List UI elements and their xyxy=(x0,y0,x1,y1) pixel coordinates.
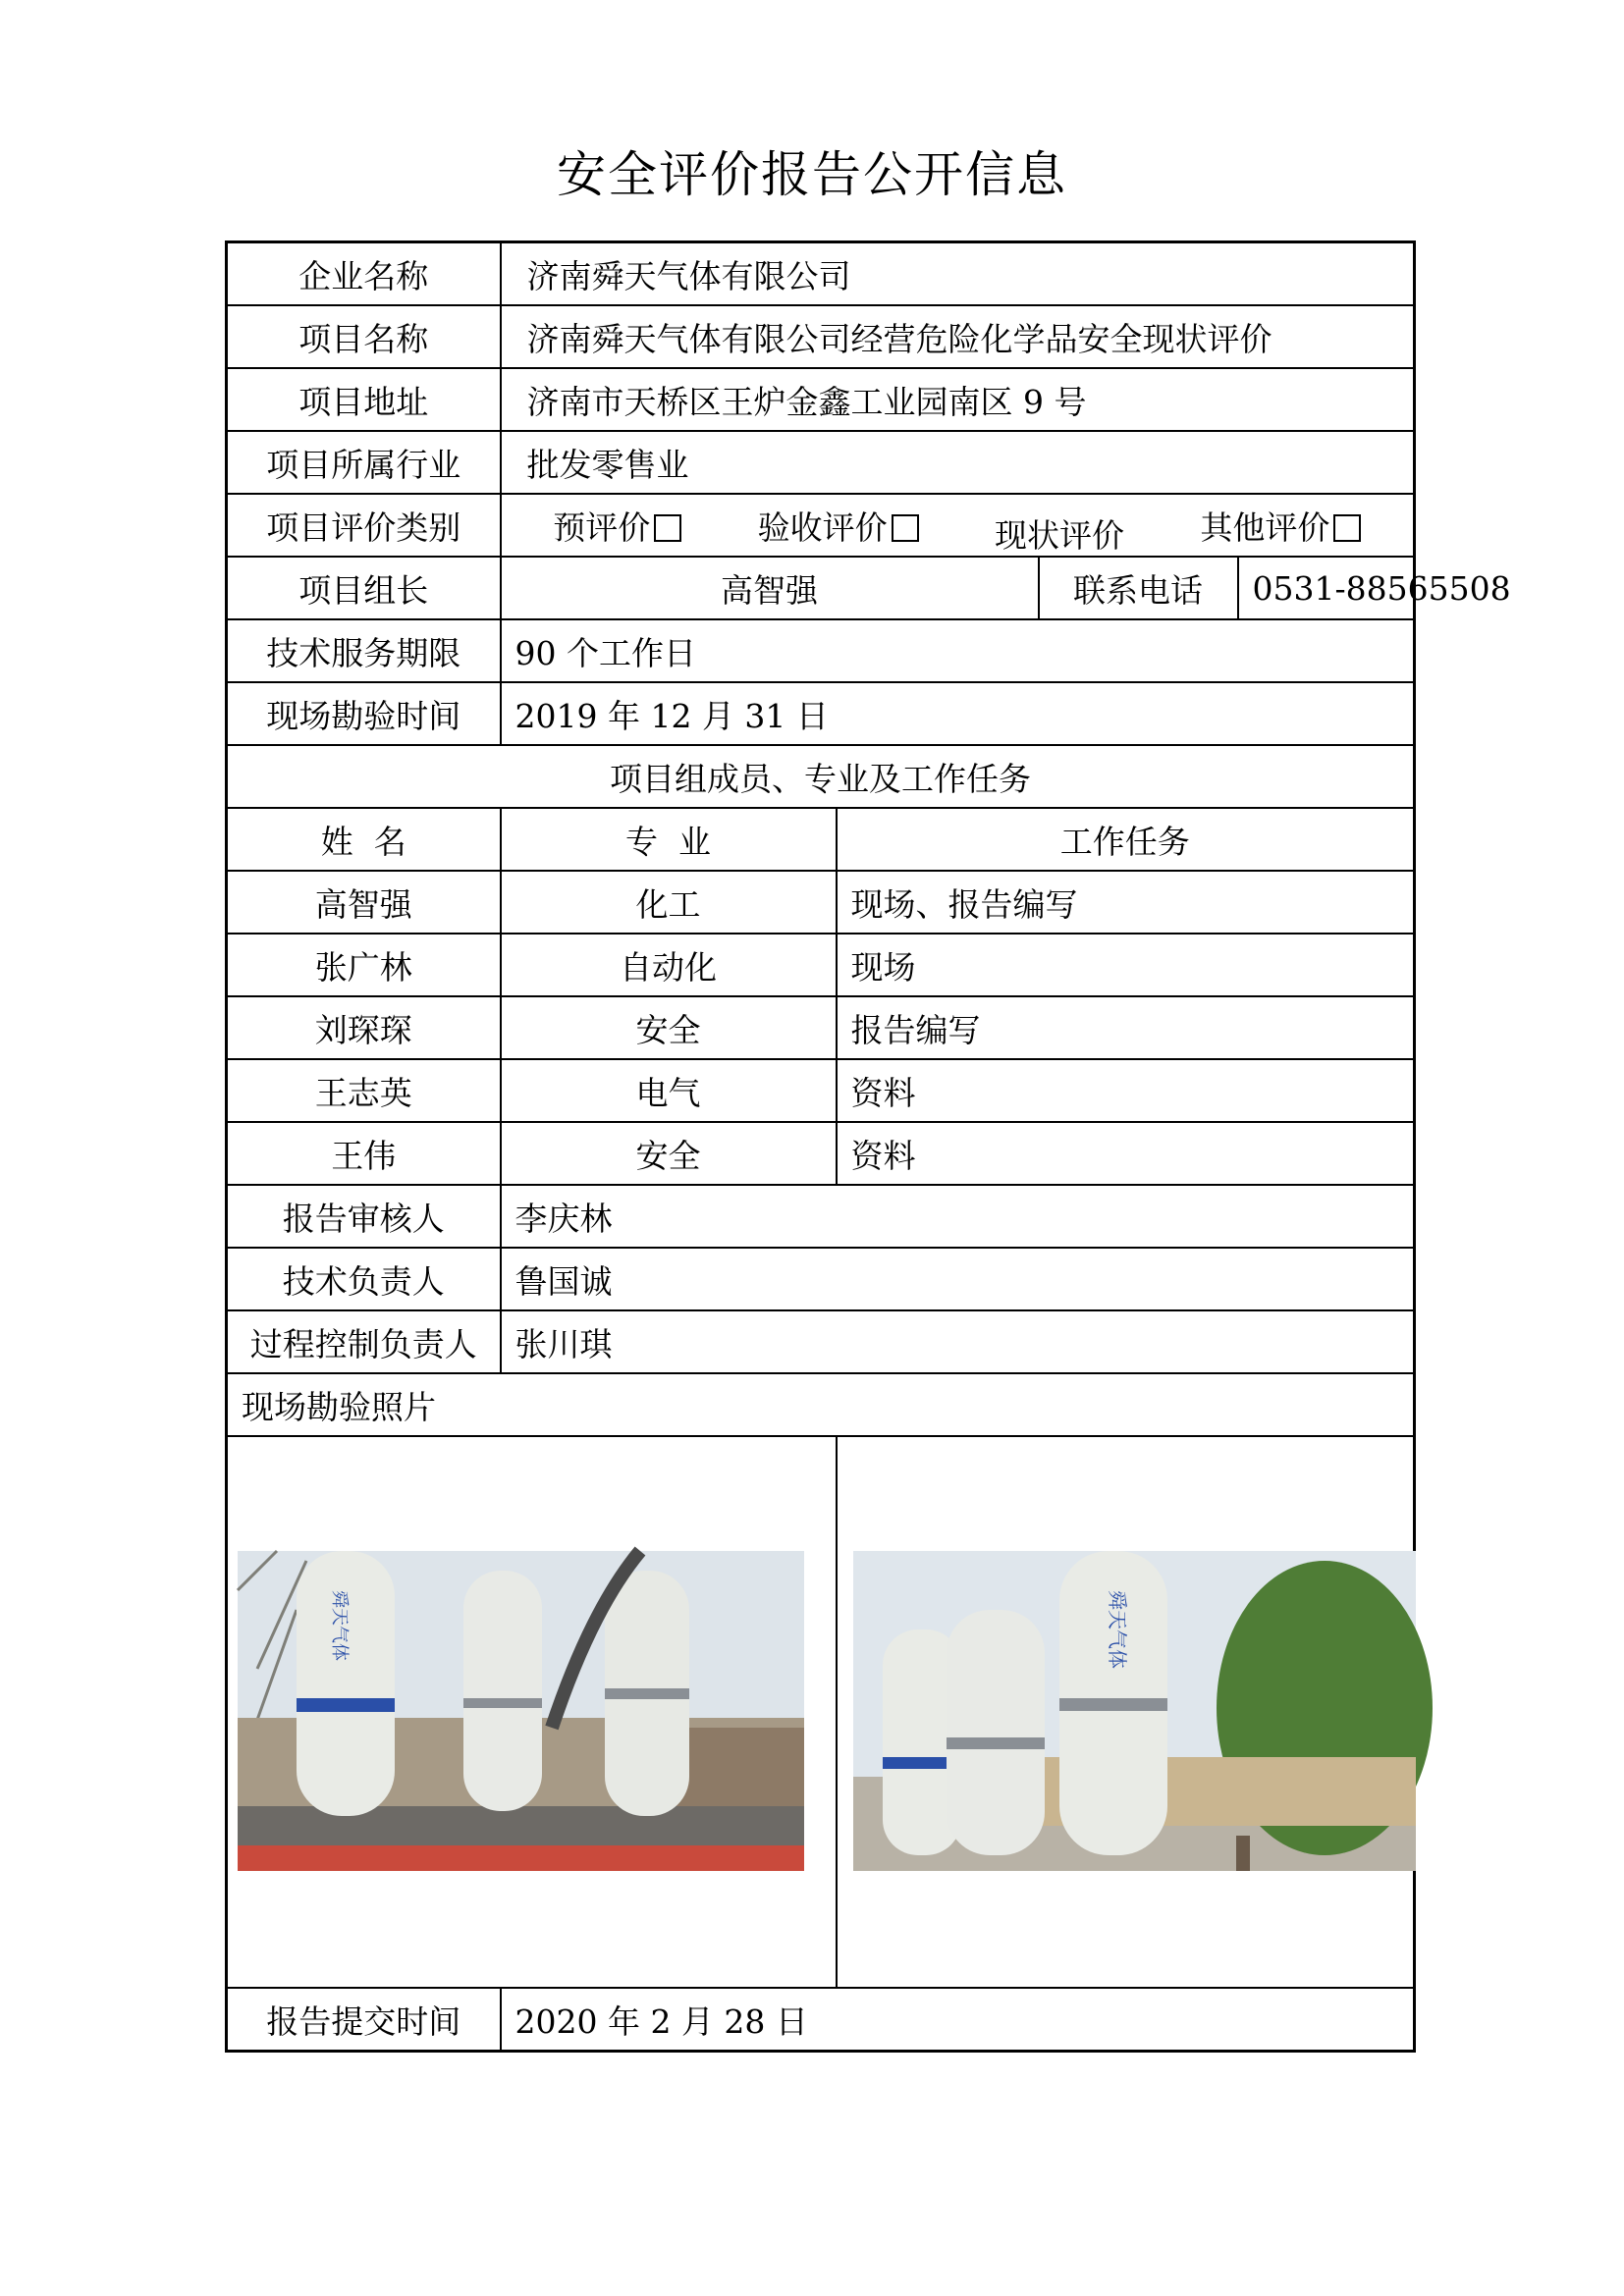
team-member-row xyxy=(227,934,1415,996)
process-lead-label: 过程控制负责人 xyxy=(227,1310,501,1373)
member-major: 化工 xyxy=(501,871,837,934)
leader-name: 高智强 xyxy=(501,557,1039,619)
member-name: 刘琛琛 xyxy=(227,996,501,1059)
member-task: 资料 xyxy=(837,1122,1415,1185)
acceptance-eval-checkbox[interactable] xyxy=(892,514,919,542)
team-member-row xyxy=(227,1122,1415,1185)
team-section-title: 项目组成员、专业及工作任务 xyxy=(227,745,1415,808)
page-title: 安全评价报告公开信息 xyxy=(557,146,1067,203)
tank-text-1: 舜天气体 xyxy=(329,1590,350,1661)
option-acceptance-eval[interactable] xyxy=(758,503,919,549)
tech-lead-value: 鲁国诚 xyxy=(501,1248,1415,1310)
option-status-eval-label: 现状评价 xyxy=(994,515,1124,555)
member-task: 资料 xyxy=(837,1059,1415,1122)
member-major: 安全 xyxy=(501,1122,837,1185)
row-survey-time xyxy=(227,682,1415,745)
member-name: 王志英 xyxy=(227,1059,501,1122)
team-member-row xyxy=(227,1059,1415,1122)
team-header-major: 专 业 xyxy=(501,808,837,871)
reviewer-value: 李庆林 xyxy=(501,1185,1415,1248)
team-member-row xyxy=(227,871,1415,934)
option-pre-eval-label: 预评价 xyxy=(553,507,651,547)
member-task: 现场 xyxy=(837,934,1415,996)
row-team-header xyxy=(227,808,1415,871)
other-eval-checkbox[interactable] xyxy=(1333,514,1361,542)
pre-eval-checkbox[interactable] xyxy=(654,514,681,542)
eval-type-label: 项目评价类别 xyxy=(227,494,501,557)
row-address xyxy=(227,368,1415,431)
member-name: 高智强 xyxy=(227,871,501,934)
row-process-lead xyxy=(227,1310,1415,1373)
photo-cell-right xyxy=(837,1436,1415,1988)
row-submit-time xyxy=(227,1988,1415,2052)
team-header-name: 姓 名 xyxy=(227,808,501,871)
reviewer-label: 报告审核人 xyxy=(227,1185,501,1248)
row-period xyxy=(227,619,1415,682)
member-task: 现场、报告编写 xyxy=(837,871,1415,934)
tank-text-2: 舜天气体 xyxy=(1105,1590,1129,1669)
row-industry xyxy=(227,431,1415,494)
site-photo-right-image xyxy=(853,1551,1416,1871)
row-photos xyxy=(227,1436,1415,1988)
industry-value: 批发零售业 xyxy=(501,431,1415,494)
option-pre-eval[interactable] xyxy=(553,503,681,549)
project-value: 济南舜天气体有限公司经营危险化学品安全现状评价 xyxy=(501,305,1415,368)
member-name: 王伟 xyxy=(227,1122,501,1185)
option-other-eval-label: 其他评价 xyxy=(1200,507,1330,547)
member-major: 自动化 xyxy=(501,934,837,996)
member-task: 报告编写 xyxy=(837,996,1415,1059)
period-label: 技术服务期限 xyxy=(227,619,501,682)
member-major: 安全 xyxy=(501,996,837,1059)
row-team-title xyxy=(227,745,1415,808)
project-label: 项目名称 xyxy=(227,305,501,368)
phone-label: 联系电话 xyxy=(1039,557,1238,619)
period-value: 90 个工作日 xyxy=(501,619,1415,682)
survey-time-value: 2019 年 12 月 31 日 xyxy=(501,682,1415,745)
photo-cell-left xyxy=(227,1436,837,1988)
industry-label: 项目所属行业 xyxy=(227,431,501,494)
row-tech-lead xyxy=(227,1248,1415,1310)
site-photo-right xyxy=(853,1551,1416,1871)
row-leader xyxy=(227,557,1415,619)
company-value: 济南舜天气体有限公司 xyxy=(501,242,1415,306)
team-header-task: 工作任务 xyxy=(837,808,1415,871)
address-label: 项目地址 xyxy=(227,368,501,431)
site-photo-left xyxy=(238,1551,804,1871)
team-member-row xyxy=(227,996,1415,1059)
company-label: 企业名称 xyxy=(227,242,501,306)
phone-value: 0531-88565508 xyxy=(1238,557,1415,619)
option-status-eval[interactable] xyxy=(995,510,1124,557)
leader-label: 项目组长 xyxy=(227,557,501,619)
row-company xyxy=(227,242,1415,306)
site-photo-left-image xyxy=(238,1551,804,1871)
option-acceptance-eval-label: 验收评价 xyxy=(757,507,888,547)
member-name: 张广林 xyxy=(227,934,501,996)
tech-lead-label: 技术负责人 xyxy=(227,1248,501,1310)
address-value: 济南市天桥区王炉金鑫工业园南区 9 号 xyxy=(501,368,1415,431)
submit-value: 2020 年 2 月 28 日 xyxy=(501,1988,1415,2052)
survey-time-label: 现场勘验时间 xyxy=(227,682,501,745)
submit-label: 报告提交时间 xyxy=(227,1988,501,2052)
row-project xyxy=(227,305,1415,368)
photos-label: 现场勘验照片 xyxy=(227,1373,1415,1436)
report-info-table xyxy=(225,240,1511,2053)
row-eval-type xyxy=(227,494,1415,557)
member-major: 电气 xyxy=(501,1059,837,1122)
option-other-eval[interactable] xyxy=(1200,503,1361,549)
row-reviewer xyxy=(227,1185,1415,1248)
process-lead-value: 张川琪 xyxy=(501,1310,1415,1373)
eval-type-options xyxy=(501,494,1415,557)
row-photos-label xyxy=(227,1373,1415,1436)
